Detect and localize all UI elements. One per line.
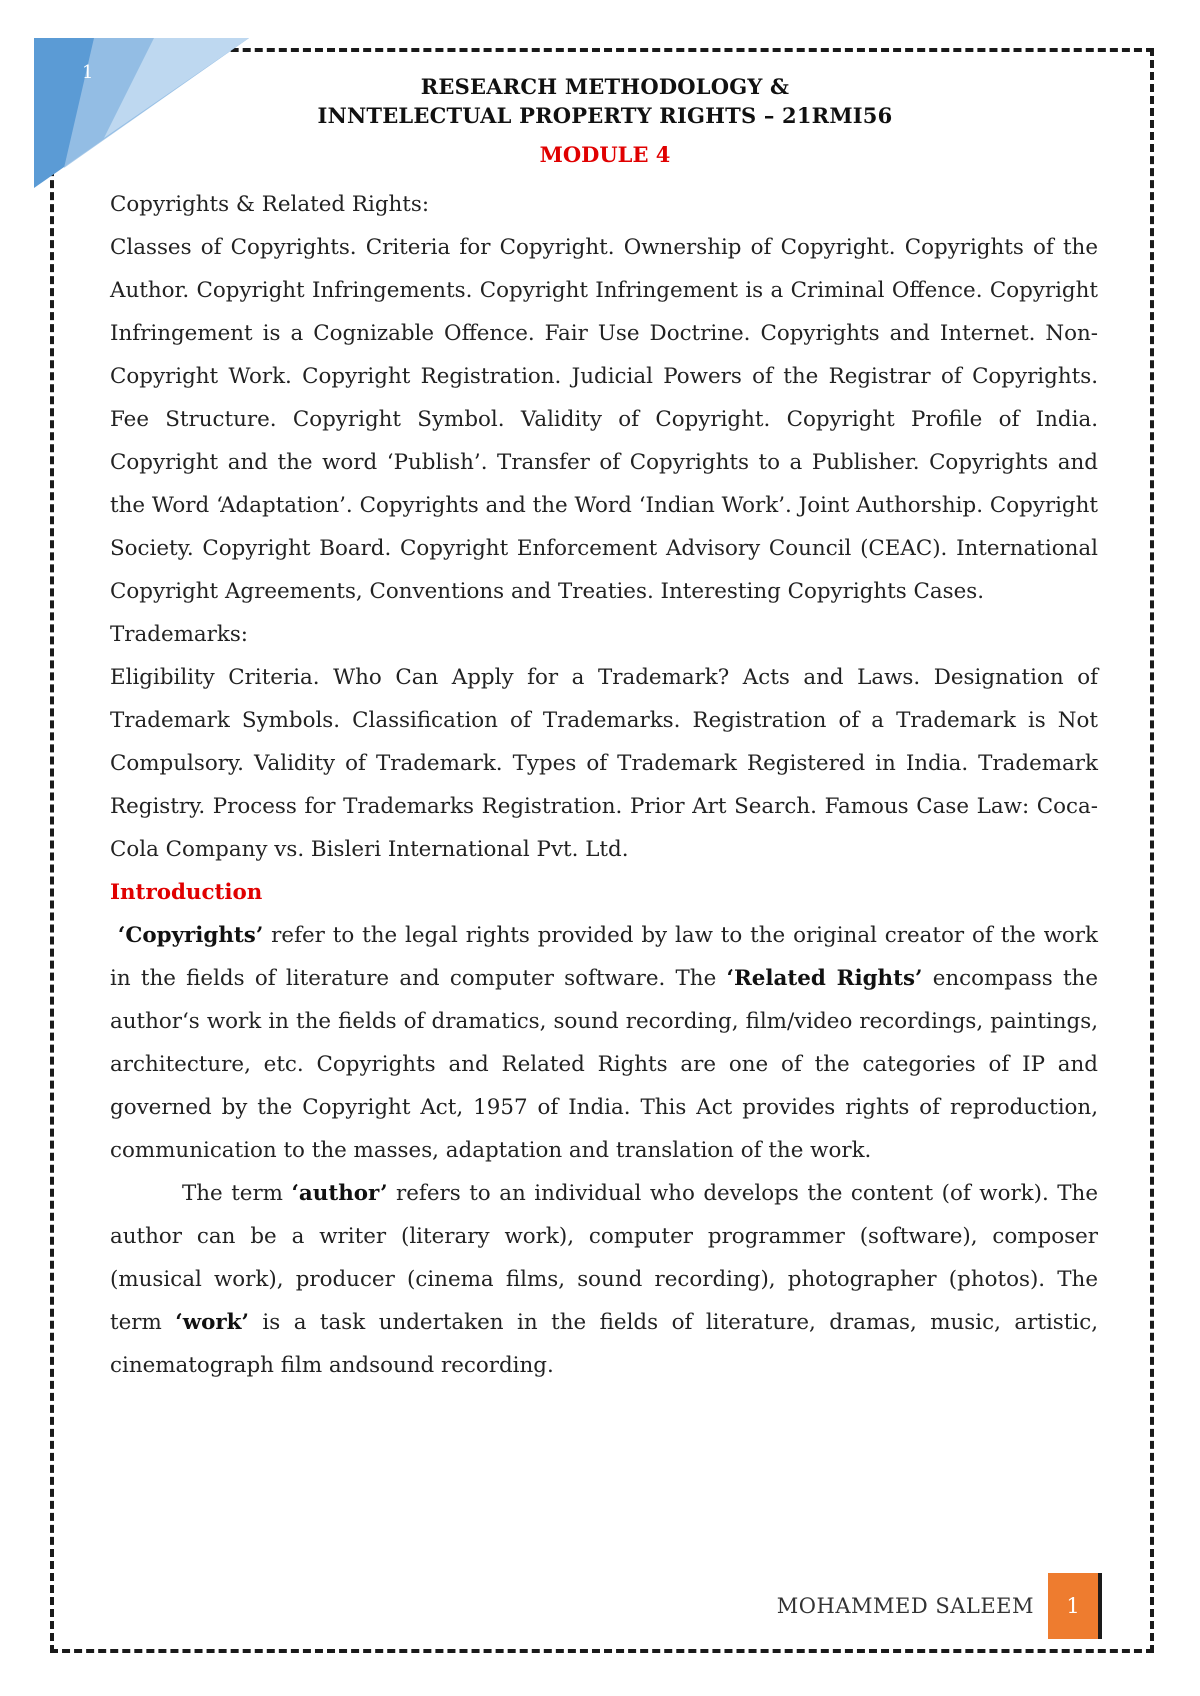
copyrights-heading: Copyrights & Related Rights: <box>110 192 430 217</box>
document-header <box>110 72 1100 167</box>
document-body <box>110 183 1098 1387</box>
title-line-2: INNTELECTUAL PROPERTY RIGHTS – 21RMI56 <box>317 103 893 128</box>
intro-p1-text1: refer to the legal rights provided by law to the original creator of the work in the fields of literature and computer software. The <box>110 923 1098 991</box>
term-work: ‘work’ <box>175 1310 249 1335</box>
intro-p2-text2: refers to an individual who develops the content (of work). The author can be a writer (literary work), computer programmer (software), composer (musical work), producer (cinema films, sound recording), photographer (photos). The term <box>110 1181 1098 1335</box>
footer-author: MOHAMMED SALEEM <box>776 1594 1034 1618</box>
footer-page-number: 1 <box>1048 1573 1102 1639</box>
trademarks-topics: Eligibility Criteria. Who Can Apply for a Trademark? Acts and Laws. Designation of Trademark Symbols. Classification of Trademarks. Registration of a Trademark is Not Compulsory. Validity of Trademark. Types of Trademark Registered in India. Trademark Registry. Process for Trademarks Registration. Prior Art Search. Famous Case Law: Coca-Cola Company vs. Bisleri International Pvt. Ltd. <box>110 665 1098 862</box>
introduction-heading: Introduction <box>110 880 263 905</box>
intro-p2-text1: The term <box>182 1181 292 1206</box>
intro-p2-text3: is a task undertaken in the fields of literature, dramas, music, artistic, cinematograph film andsound recording. <box>110 1310 1098 1378</box>
corner-page-number: 1 <box>82 62 94 83</box>
term-copyrights: ‘Copyrights’ <box>117 923 264 948</box>
term-related-rights: ‘Related Rights’ <box>726 966 923 991</box>
intro-paragraph-2 <box>110 1172 1098 1387</box>
page-footer <box>777 1573 1102 1639</box>
copyrights-topics: Classes of Copyrights. Criteria for Copyright. Ownership of Copyright. Copyrights of the Author. Copyright Infringements. Copyright Infringement is a Criminal Offence. Copyright Infringement is a Cognizable Offence. Fair Use Doctrine. Copyrights and Internet. Non-Copyright Work. Copyright Registration. Judicial Powers of the Registrar of Copyrights. Fee Structure. Copyright Symbol. Validity of Copyright. Copyright Profile of India. Copyright and the word ‘Publish’. Transfer of Copyrights to a Publisher. Copyrights and the Word ‘Adaptation’. Copyrights and the Word ‘Indian Work’. Joint Authorship. Copyright Society. Copyright Board. Copyright Enforcement Advisory Council (CEAC). International Copyright Agreements, Conventions and Treaties. Interesting Copyrights Cases. <box>110 235 1098 604</box>
module-label: MODULE 4 <box>539 142 671 167</box>
trademarks-heading: Trademarks: <box>110 622 249 647</box>
intro-p1-text2: encompass the author‘s work in the fields of dramatics, sound recording, film/video recordings, paintings, architecture, etc. Copyrights and Related Rights are one of the categories of IP and governed by the Copyright Act, 1957 of India. This Act provides rights of reproduction, communication to the masses, adaptation and translation of the work. <box>110 966 1098 1163</box>
intro-paragraph-1 <box>110 914 1098 1172</box>
title-line-1: RESEARCH METHODOLOGY & <box>420 74 790 99</box>
term-author: ‘author’ <box>291 1181 388 1206</box>
